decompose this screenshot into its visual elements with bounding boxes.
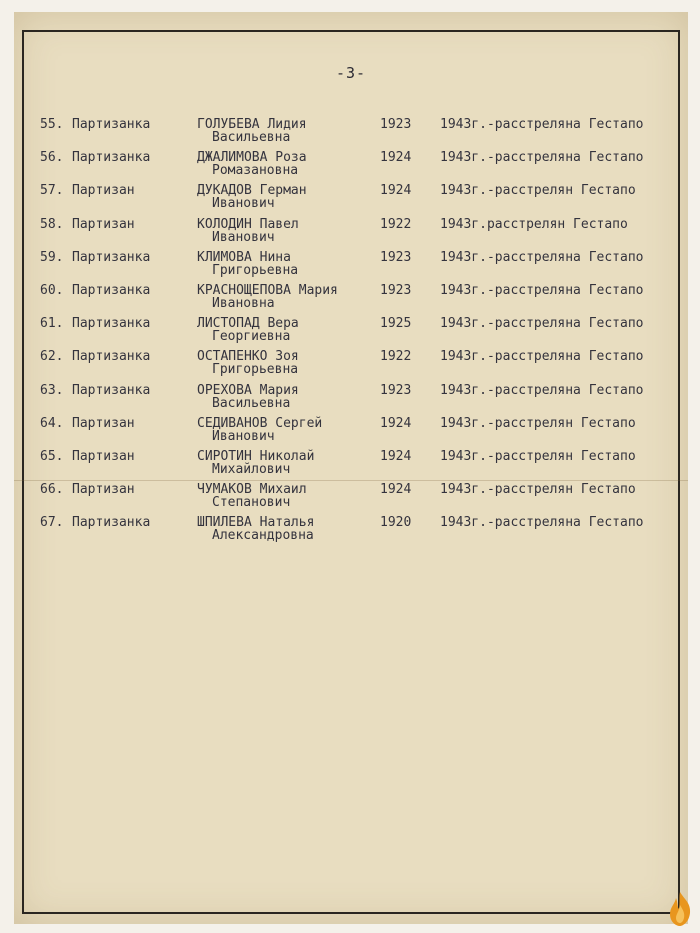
entry-birth-year: 1922 (380, 216, 412, 232)
entry-birth-year: 1923 (380, 249, 412, 265)
entry-role: Партизан (72, 183, 135, 199)
entry-patronymic: Васильевна (212, 130, 291, 145)
entry-name: СЕДИВАНОВ Сергей (197, 415, 323, 431)
entry-role: Партизан (72, 448, 135, 464)
entry-number: 57. (40, 183, 64, 199)
entry-name: КРАСНОЩЕПОВА Мария (197, 282, 338, 298)
entry-fate: 1943г.расстрелян Гестапо (440, 216, 628, 232)
entry-patronymic: Александровна (212, 528, 314, 544)
list-item (14, 180, 688, 213)
entry-fate: 1943г.-расстрелян Гестапо (440, 482, 636, 498)
entry-patronymic: Иванович (212, 428, 275, 444)
list-item (14, 479, 688, 512)
entry-name: КОЛОДИН Павел (197, 216, 299, 232)
entry-fate: 1943г.-расстрелян Гестапо (440, 448, 636, 464)
entry-number: 64. (40, 415, 64, 431)
entry-role: Партизан (72, 482, 135, 498)
entry-fate: 1943г.-расстрелян Гестапо (440, 183, 636, 199)
entry-number: 67. (40, 515, 64, 531)
entry-role: Партизанка (72, 150, 151, 166)
entry-birth-year: 1923 (380, 382, 412, 398)
entry-name: ШПИЛЕВА Наталья (197, 515, 315, 531)
entry-number: 59. (40, 249, 64, 265)
entry-patronymic: Иванович (212, 196, 275, 212)
list-item (14, 247, 688, 280)
entry-fate: 1943г.-расстреляна Гестапо (440, 515, 644, 531)
entry-number: 62. (40, 349, 64, 365)
entry-role: Партизан (72, 415, 135, 431)
entry-patronymic: Ивановна (212, 295, 275, 311)
entry-patronymic: Ромазановна (212, 163, 299, 179)
entry-role: Партизан (72, 216, 135, 232)
list-item (14, 114, 688, 147)
entry-patronymic: Георгиевна (212, 329, 291, 345)
entry-birth-year: 1924 (380, 482, 412, 498)
entry-fate: 1943г.-расстреляна Гестапо (440, 249, 644, 265)
entry-number: 63. (40, 382, 64, 398)
list-item (14, 446, 688, 479)
entry-birth-year: 1923 (380, 117, 412, 132)
list-item (14, 280, 688, 313)
entry-name: СИРОТИН Николай (197, 448, 315, 464)
entry-patronymic: Иванович (212, 229, 275, 245)
entry-name: КЛИМОВА Нина (197, 249, 291, 265)
list-item (14, 313, 688, 346)
entry-birth-year: 1924 (380, 448, 412, 464)
entry-number: 61. (40, 316, 64, 332)
entry-role: Партизанка (72, 282, 151, 298)
entry-patronymic: Григорьевна (212, 362, 299, 378)
entry-role: Партизанка (72, 349, 151, 365)
entry-patronymic: Васильевна (212, 395, 291, 411)
entry-name: ГОЛУБЕВА Лидия (197, 117, 307, 132)
entry-patronymic: Михайлович (212, 461, 291, 477)
entry-number: 58. (40, 216, 64, 232)
entry-fate: 1943г.-расстреляна Гестапо (440, 316, 644, 332)
entry-name: ОСТАПЕНКО Зоя (197, 349, 299, 365)
entry-birth-year: 1924 (380, 150, 412, 166)
entry-fate: 1943г.-расстреляна Гестапо (440, 117, 644, 132)
entry-number: 55. (40, 117, 64, 132)
entry-number: 60. (40, 282, 64, 298)
entry-fate: 1943г.-расстрелян Гестапо (440, 415, 636, 431)
entry-role: Партизанка (72, 382, 151, 398)
entry-birth-year: 1925 (380, 316, 412, 332)
entry-name: ЛИСТОПАД Вера (197, 316, 299, 332)
entry-fate: 1943г.-расстреляна Гестапо (440, 150, 644, 166)
entry-birth-year: 1922 (380, 349, 412, 365)
entry-number: 65. (40, 448, 64, 464)
entry-fate: 1943г.-расстреляна Гестапо (440, 382, 644, 398)
entry-role: Партизанка (72, 249, 151, 265)
entry-name: ДЖАЛИМОВА Роза (197, 150, 307, 166)
entry-patronymic: Григорьевна (212, 262, 299, 278)
entry-birth-year: 1924 (380, 415, 412, 431)
page-number: -3- (335, 64, 367, 82)
list-item (14, 214, 688, 247)
entry-number: 56. (40, 150, 64, 166)
entry-patronymic: Степанович (212, 495, 291, 511)
entry-birth-year: 1924 (380, 183, 412, 199)
flame-logo-icon (666, 891, 694, 927)
entry-fate: 1943г.-расстреляна Гестапо (440, 349, 644, 365)
list-item (14, 380, 688, 413)
list-item (14, 512, 688, 545)
partisan-list (14, 114, 688, 545)
entry-role: Партизанка (72, 117, 151, 132)
list-item (14, 413, 688, 446)
entry-name: ОРЕХОВА Мария (197, 382, 299, 398)
entry-name: ДУКАДОВ Герман (197, 183, 307, 199)
entry-birth-year: 1920 (380, 515, 412, 531)
entry-role: Партизанка (72, 515, 151, 531)
list-item (14, 147, 688, 180)
entry-birth-year: 1923 (380, 282, 412, 298)
entry-name: ЧУМАКОВ Михаил (197, 482, 307, 498)
entry-number: 66. (40, 482, 64, 498)
entry-fate: 1943г.-расстреляна Гестапо (440, 282, 644, 298)
entry-role: Партизанка (72, 316, 151, 332)
list-item (14, 346, 688, 379)
document-page (14, 12, 688, 924)
